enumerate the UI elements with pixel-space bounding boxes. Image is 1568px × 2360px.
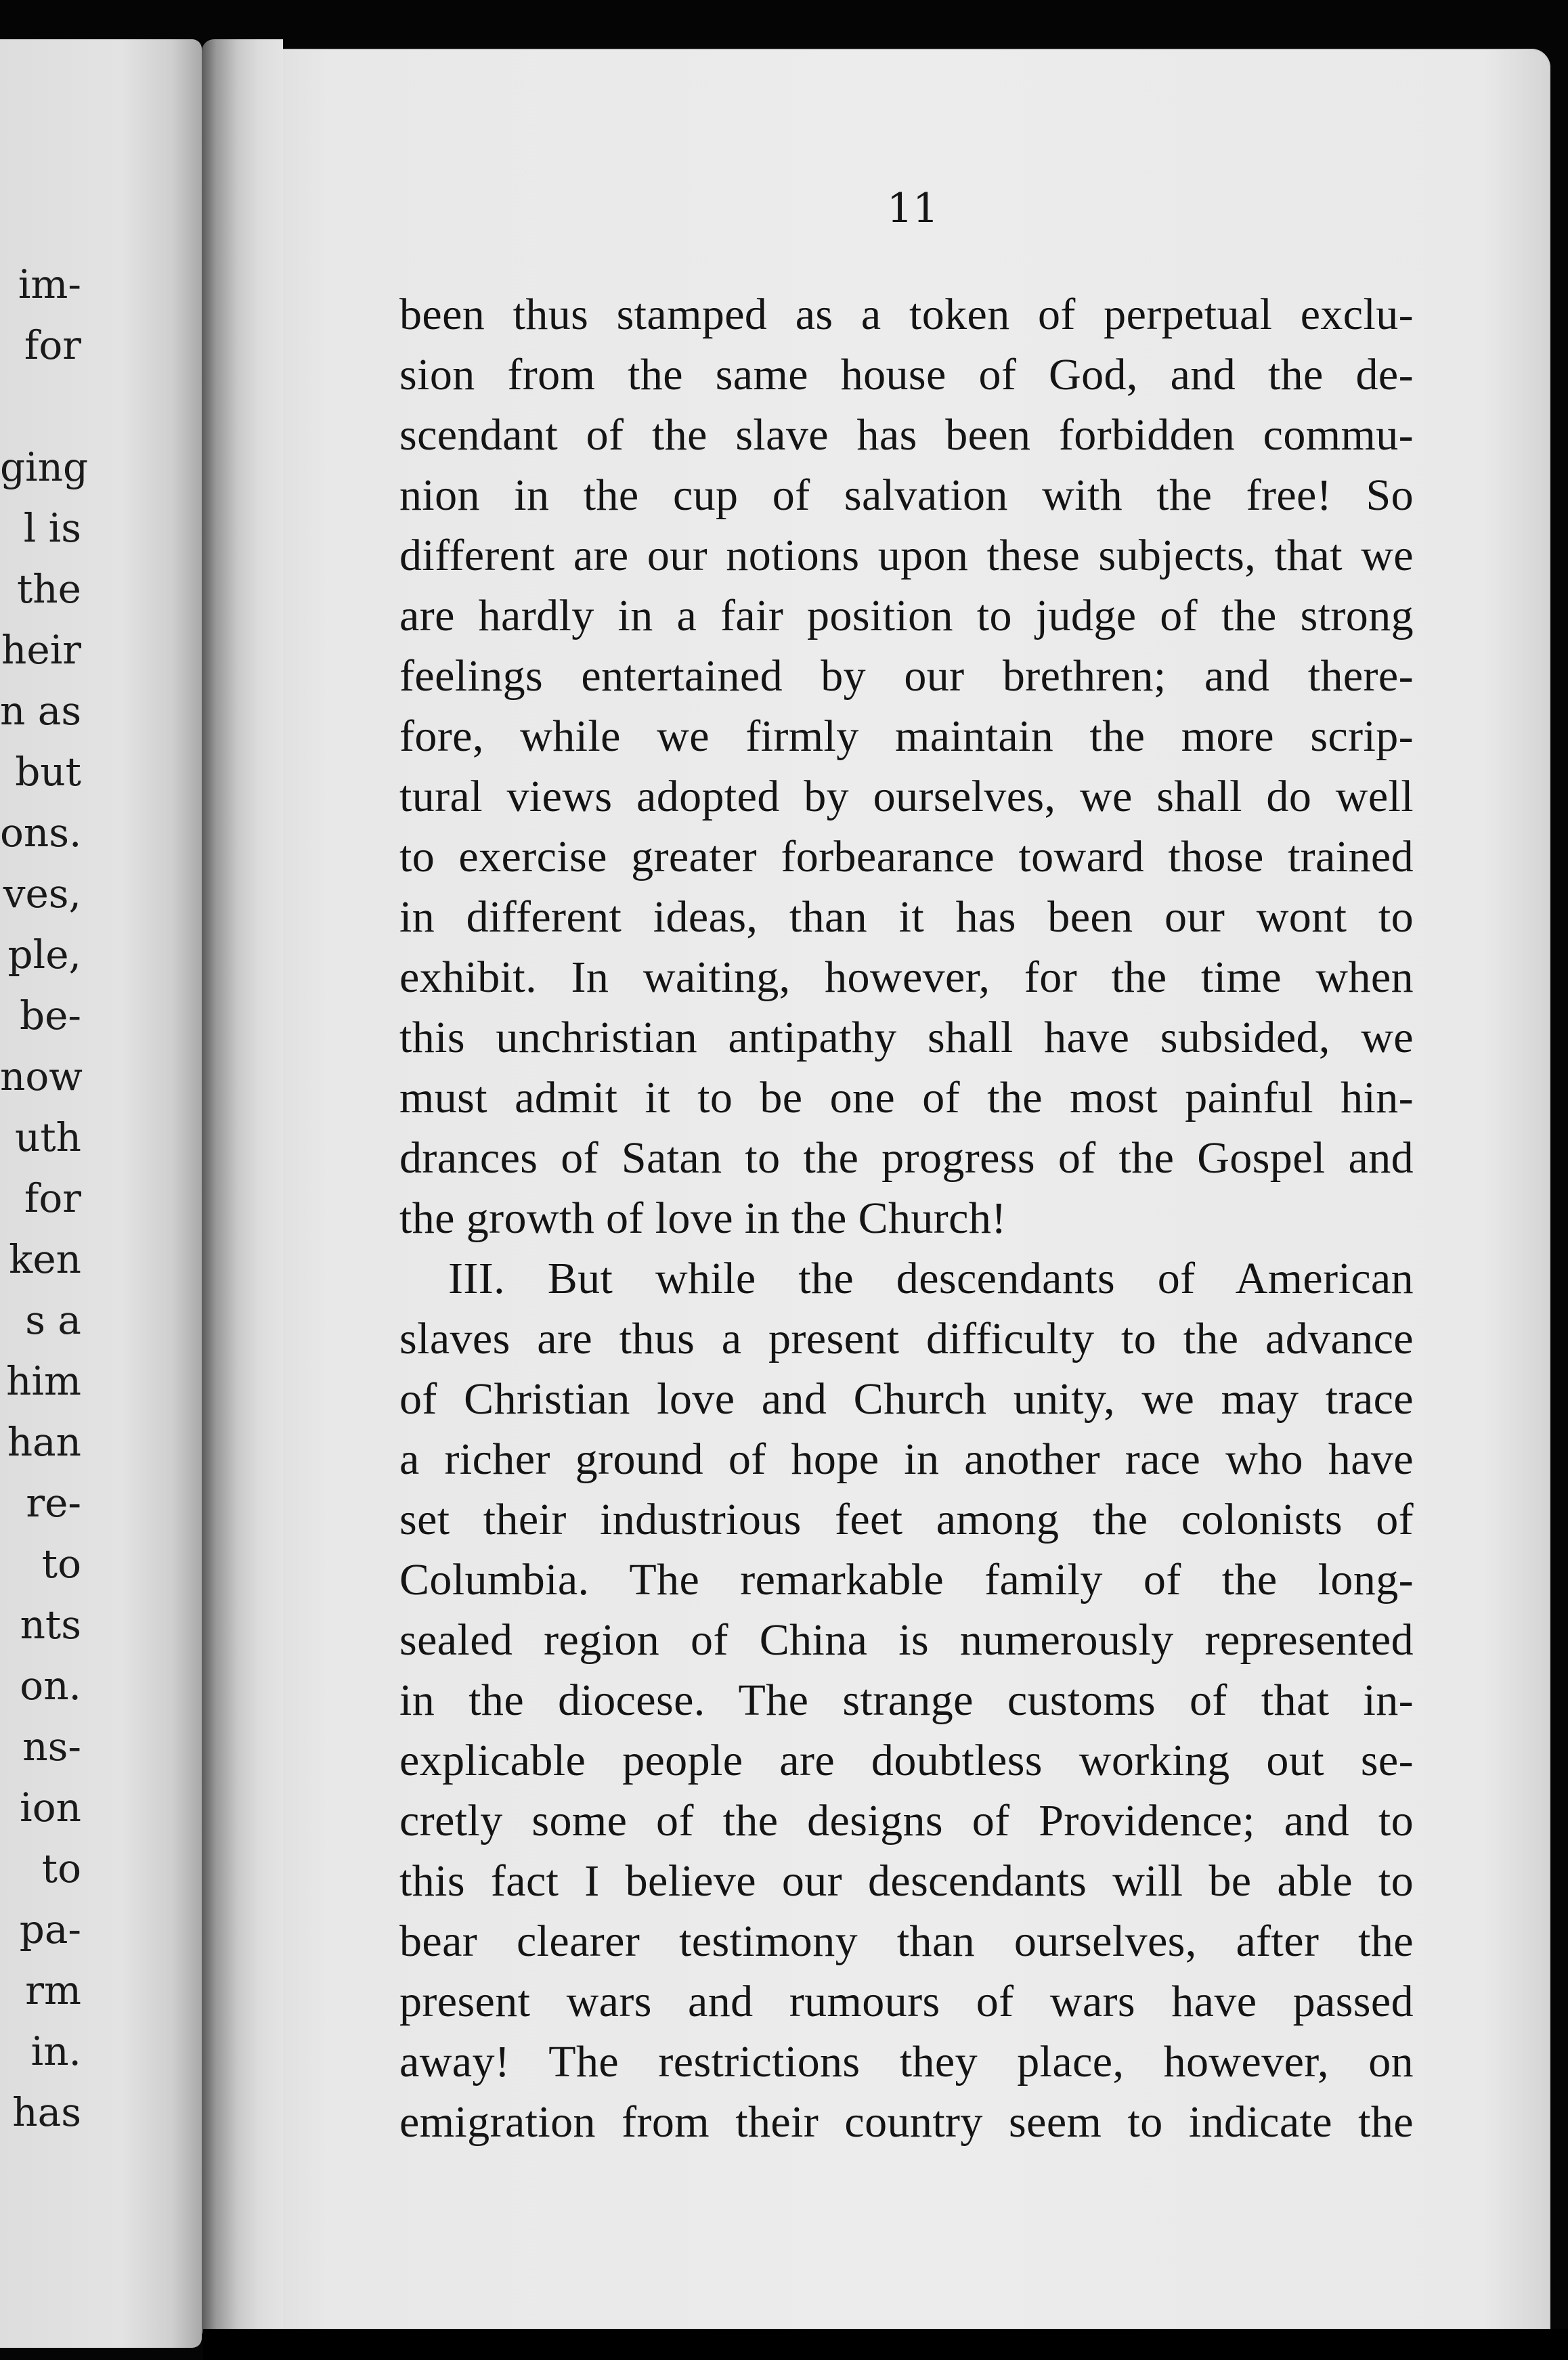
body-line: in different ideas, than it has been our wont to (399, 892, 1414, 942)
left-page-fragment: pa- (19, 1906, 81, 1952)
body-line: different are our notions upon these subjects, that we (399, 531, 1414, 580)
left-page-fragment: ging (0, 444, 89, 490)
body-line: scendant of the slave has been forbidden commu- (399, 410, 1414, 460)
left-page-fragment: l is (23, 505, 81, 551)
left-page-fragment: to (41, 1845, 81, 1892)
body-line: the growth of love in the Church! (399, 1194, 1007, 1243)
body-line: been thus stamped as a token of perpetual exclu- (399, 290, 1414, 339)
left-page-fragment: to (41, 1541, 81, 1587)
left-page-fragment: uth (14, 1114, 81, 1160)
left-page-fragment: ken (9, 1236, 81, 1282)
left-page-fragment: n as (0, 688, 82, 734)
body-line: a richer ground of hope in another race who have (399, 1435, 1414, 1484)
left-page-fragment: han (7, 1419, 81, 1465)
body-line: cretly some of the designs of Providence; and to (399, 1796, 1414, 1845)
left-page-fragment: him (6, 1358, 81, 1404)
body-line: bear clearer testimony than ourselves, after the (399, 1917, 1414, 1966)
body-line: emigration from their country seem to indicate the (399, 2097, 1414, 2147)
left-page-fragment: ple, (7, 932, 81, 978)
left-page-fragment: ns- (22, 1724, 81, 1770)
body-line: drances of Satan to the progress of the Gospel and (399, 1133, 1414, 1183)
body-line: fore, while we firmly maintain the more scrip- (399, 712, 1414, 761)
book-gutter (202, 39, 283, 2341)
left-page-fragment: for (24, 322, 81, 368)
left-page-fragment: in. (30, 2028, 81, 2074)
body-line: tural views adopted by ourselves, we shall do well (399, 772, 1414, 821)
body-line: must admit it to be one of the most painful hin- (399, 1073, 1414, 1122)
page-number: 11 (887, 185, 939, 232)
body-line: are hardly in a fair position to judge of the strong (399, 591, 1414, 640)
left-page-fragment: for (24, 1175, 81, 1221)
body-line: this unchristian antipathy shall have subsided, we (399, 1013, 1414, 1062)
body-line: sealed region of China is numerously represented (399, 1615, 1414, 1665)
body-line: away! The restrictions they place, however, on (399, 2037, 1414, 2086)
body-line: this fact I believe our descendants will be able to (399, 1856, 1414, 1906)
left-page (0, 39, 202, 2348)
body-line: sion from the same house of God, and the de- (399, 350, 1414, 399)
left-page-fragment: has (12, 2089, 81, 2135)
body-line: explicable people are doubtless working out se- (399, 1736, 1414, 1785)
left-page-fragment: the (17, 566, 81, 612)
left-page-fragment: now (0, 1053, 83, 1099)
body-line: present wars and rumours of wars have passed (399, 1977, 1414, 2026)
body-line: nion in the cup of salvation with the free! So (399, 471, 1414, 520)
body-line: slaves are thus a present difficulty to the advance (399, 1314, 1414, 1363)
left-page-fragment: ion (20, 1785, 81, 1831)
body-line: set their industrious feet among the colonists of (399, 1495, 1414, 1544)
left-page-fragment: s a (25, 1297, 81, 1343)
scan-bottom-edge (203, 2329, 1568, 2360)
left-page-fragment: im- (18, 261, 81, 307)
section-start-line: III. But while the descendants of American (448, 1254, 1414, 1303)
left-page-fragment: but (15, 749, 81, 795)
left-page-fragment: on. (20, 1663, 81, 1709)
body-line: of Christian love and Church unity, we may trace (399, 1374, 1414, 1424)
left-page-fragment: heir (1, 627, 81, 673)
left-page-fragment: ons. (0, 810, 82, 856)
body-line: Columbia. The remarkable family of the long- (399, 1555, 1414, 1604)
left-page-fragment: be- (19, 992, 81, 1039)
body-line: feelings entertained by our brethren; and there- (399, 651, 1414, 701)
left-page-fragment: ves, (3, 871, 81, 917)
body-line: in the diocese. The strange customs of that in- (399, 1676, 1414, 1725)
left-page-fragment: rm (25, 1967, 81, 2013)
left-page-fragment: nts (20, 1602, 81, 1648)
left-page-fragment: re- (26, 1480, 81, 1526)
body-line: exhibit. In waiting, however, for the time when (399, 953, 1414, 1002)
body-line: to exercise greater forbearance toward those trained (399, 832, 1414, 881)
